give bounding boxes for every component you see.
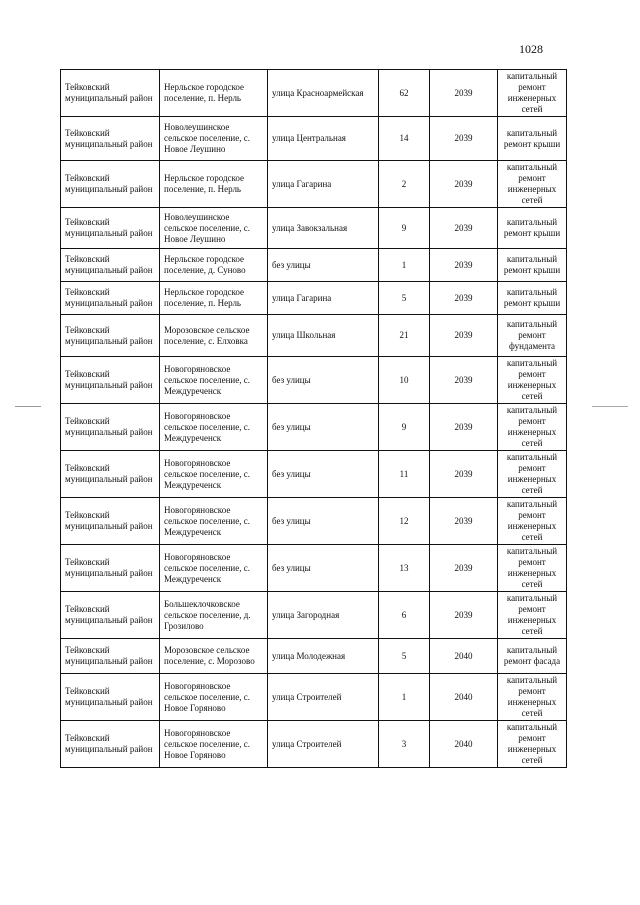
work-type-cell: капитальный ремонт инженерных сетей	[498, 70, 567, 117]
settlement-cell: Большеклочковское сельское поселение, д. Грозилово	[160, 592, 268, 639]
house-number-cell: 12	[379, 498, 430, 545]
house-number-cell: 2	[379, 161, 430, 208]
settlement-cell: Новогоряновское сельское поселение, с. Междуреченск	[160, 451, 268, 498]
house-number-cell: 1	[379, 249, 430, 282]
page-number: 1028	[519, 42, 543, 56]
district-cell: Тейковский муниципальный район	[61, 117, 160, 161]
year-cell: 2039	[430, 404, 498, 451]
work-type-cell: капитальный ремонт инженерных сетей	[498, 674, 567, 721]
settlement-cell: Новогоряновское сельское поселение, с. Междуреченск	[160, 357, 268, 404]
settlement-cell: Новогоряновское сельское поселение, с. Новое Горяново	[160, 721, 268, 768]
district-cell: Тейковский муниципальный район	[61, 282, 160, 315]
settlement-cell: Нерльское городское поселение, п. Нерль	[160, 282, 268, 315]
house-number-cell: 9	[379, 404, 430, 451]
district-cell: Тейковский муниципальный район	[61, 674, 160, 721]
settlement-cell: Нерльское городское поселение, п. Нерль	[160, 161, 268, 208]
house-number-cell: 62	[379, 70, 430, 117]
house-number-cell: 13	[379, 545, 430, 592]
table-row	[61, 592, 567, 639]
street-cell: улица Завокзальная	[268, 208, 379, 249]
table-row	[61, 70, 567, 117]
work-type-cell: капитальный ремонт крыши	[498, 117, 567, 161]
work-type-cell: капитальный ремонт инженерных сетей	[498, 161, 567, 208]
house-number-cell: 1	[379, 674, 430, 721]
house-number-cell: 10	[379, 357, 430, 404]
settlement-cell: Новогоряновское сельское поселение, с. Междуреченск	[160, 545, 268, 592]
house-number-cell: 14	[379, 117, 430, 161]
house-number-cell: 11	[379, 451, 430, 498]
district-cell: Тейковский муниципальный район	[61, 721, 160, 768]
house-number-cell: 21	[379, 315, 430, 357]
house-number-cell: 9	[379, 208, 430, 249]
year-cell: 2039	[430, 545, 498, 592]
table-body	[61, 70, 567, 768]
table-row	[61, 208, 567, 249]
district-cell: Тейковский муниципальный район	[61, 404, 160, 451]
table-row	[61, 315, 567, 357]
table-row	[61, 451, 567, 498]
settlement-cell: Новогоряновское сельское поселение, с. Новое Горяново	[160, 674, 268, 721]
year-cell: 2039	[430, 498, 498, 545]
year-cell: 2039	[430, 70, 498, 117]
work-type-cell: капитальный ремонт крыши	[498, 249, 567, 282]
table-row	[61, 674, 567, 721]
work-type-cell: капитальный ремонт крыши	[498, 208, 567, 249]
district-cell: Тейковский муниципальный район	[61, 498, 160, 545]
table-row	[61, 545, 567, 592]
district-cell: Тейковский муниципальный район	[61, 592, 160, 639]
work-type-cell: капитальный ремонт инженерных сетей	[498, 721, 567, 768]
settlement-cell: Новолеушинское сельское поселение, с. Новое Леушино	[160, 117, 268, 161]
district-cell: Тейковский муниципальный район	[61, 357, 160, 404]
street-cell: без улицы	[268, 357, 379, 404]
work-type-cell: капитальный ремонт инженерных сетей	[498, 357, 567, 404]
work-type-cell: капитальный ремонт инженерных сетей	[498, 451, 567, 498]
table-row	[61, 404, 567, 451]
work-type-cell: капитальный ремонт инженерных сетей	[498, 545, 567, 592]
year-cell: 2039	[430, 208, 498, 249]
table-row	[61, 161, 567, 208]
district-cell: Тейковский муниципальный район	[61, 208, 160, 249]
street-cell: без улицы	[268, 404, 379, 451]
work-type-cell: капитальный ремонт фундамента	[498, 315, 567, 357]
street-cell: улица Центральная	[268, 117, 379, 161]
settlement-cell: Новогоряновское сельское поселение, с. Междуреченск	[160, 498, 268, 545]
work-type-cell: капитальный ремонт фасада	[498, 639, 567, 674]
house-number-cell: 3	[379, 721, 430, 768]
table-row	[61, 249, 567, 282]
house-number-cell: 5	[379, 282, 430, 315]
table-row	[61, 282, 567, 315]
housing-repair-table	[60, 69, 567, 768]
year-cell: 2040	[430, 674, 498, 721]
settlement-cell: Новолеушинское сельское поселение, с. Новое Леушино	[160, 208, 268, 249]
table-row	[61, 357, 567, 404]
street-cell: улица Молодежная	[268, 639, 379, 674]
work-type-cell: капитальный ремонт инженерных сетей	[498, 498, 567, 545]
year-cell: 2039	[430, 117, 498, 161]
street-cell: улица Строителей	[268, 674, 379, 721]
settlement-cell: Морозовское сельское поселение, с. Морозово	[160, 639, 268, 674]
district-cell: Тейковский муниципальный район	[61, 545, 160, 592]
street-cell: улица Красноармейская	[268, 70, 379, 117]
scan-artifact-left	[15, 406, 41, 407]
year-cell: 2039	[430, 282, 498, 315]
work-type-cell: капитальный ремонт крыши	[498, 282, 567, 315]
house-number-cell: 5	[379, 639, 430, 674]
district-cell: Тейковский муниципальный район	[61, 161, 160, 208]
year-cell: 2039	[430, 161, 498, 208]
work-type-cell: капитальный ремонт инженерных сетей	[498, 404, 567, 451]
table-row	[61, 117, 567, 161]
district-cell: Тейковский муниципальный район	[61, 70, 160, 117]
settlement-cell: Нерльское городское поселение, п. Нерль	[160, 70, 268, 117]
street-cell: без улицы	[268, 545, 379, 592]
year-cell: 2039	[430, 249, 498, 282]
street-cell: улица Загородная	[268, 592, 379, 639]
street-cell: улица Гагарина	[268, 161, 379, 208]
settlement-cell: Морозовское сельское поселение, с. Елховка	[160, 315, 268, 357]
district-cell: Тейковский муниципальный район	[61, 249, 160, 282]
year-cell: 2039	[430, 592, 498, 639]
street-cell: без улицы	[268, 249, 379, 282]
street-cell: улица Гагарина	[268, 282, 379, 315]
year-cell: 2040	[430, 639, 498, 674]
district-cell: Тейковский муниципальный район	[61, 639, 160, 674]
settlement-cell: Новогоряновское сельское поселение, с. Междуреченск	[160, 404, 268, 451]
table-row	[61, 639, 567, 674]
year-cell: 2039	[430, 357, 498, 404]
street-cell: улица Школьная	[268, 315, 379, 357]
street-cell: без улицы	[268, 451, 379, 498]
street-cell: улица Строителей	[268, 721, 379, 768]
district-cell: Тейковский муниципальный район	[61, 451, 160, 498]
year-cell: 2039	[430, 451, 498, 498]
house-number-cell: 6	[379, 592, 430, 639]
street-cell: без улицы	[268, 498, 379, 545]
district-cell: Тейковский муниципальный район	[61, 315, 160, 357]
settlement-cell: Нерльское городское поселение, д. Суново	[160, 249, 268, 282]
year-cell: 2039	[430, 315, 498, 357]
table-row	[61, 498, 567, 545]
year-cell: 2040	[430, 721, 498, 768]
scan-artifact-right	[592, 406, 628, 407]
table-row	[61, 721, 567, 768]
work-type-cell: капитальный ремонт инженерных сетей	[498, 592, 567, 639]
